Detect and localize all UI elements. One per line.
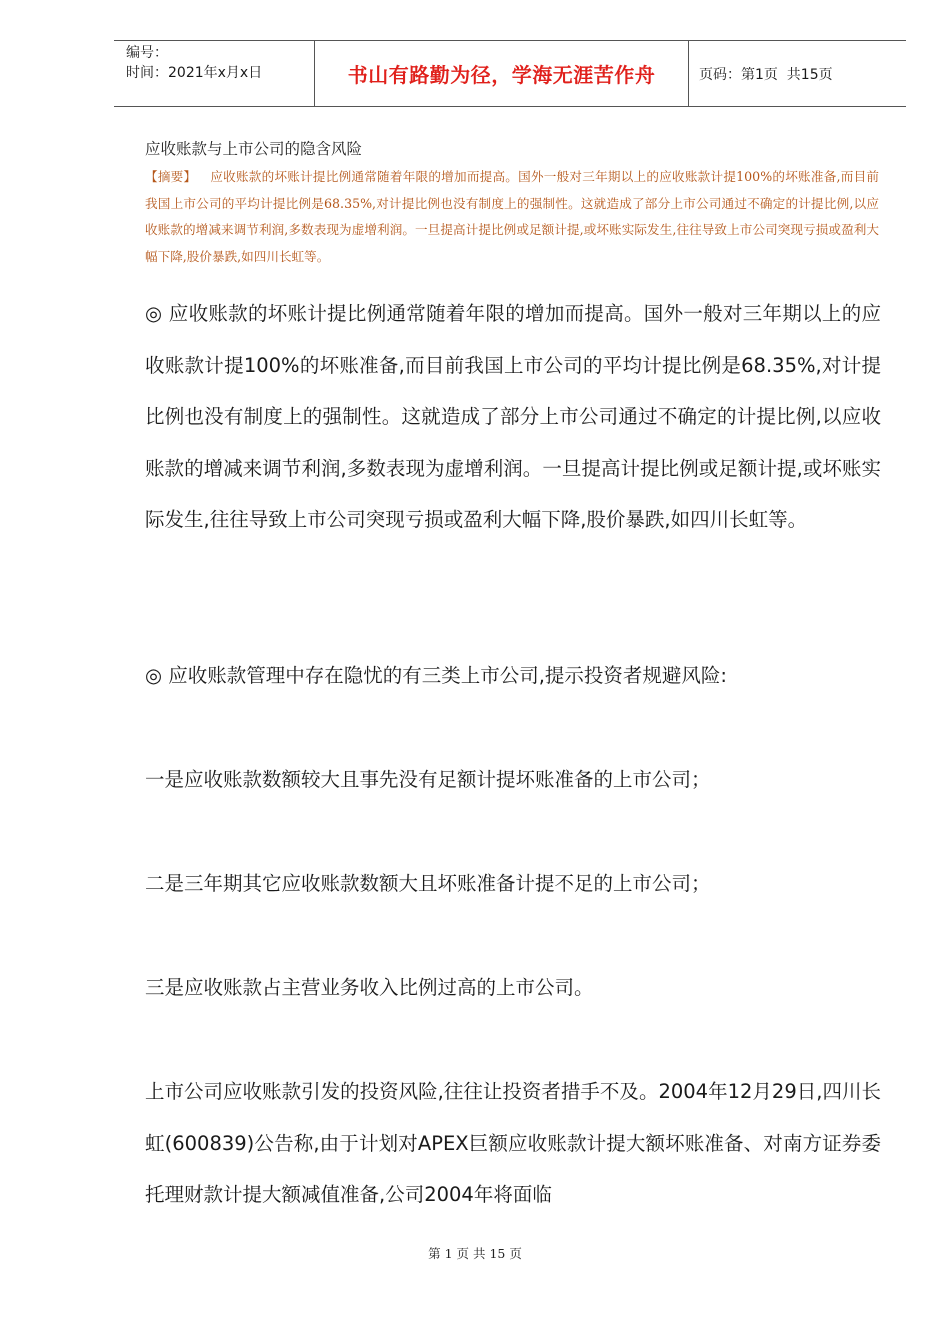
time-label: 时间：2021年x月x日 — [126, 65, 263, 81]
paragraph-three-types: ◎ 应收账款管理中存在隐忧的有三类上市公司,提示投资者规避风险: — [145, 664, 727, 687]
paragraph-type-two: 二是三年期其它应收账款数额大且坏账准备计提不足的上市公司； — [145, 872, 711, 895]
page-footer: 第 1 页 共 15 页 — [428, 1246, 522, 1261]
motto-text: 书山有路勤为径，学海无涯苦作舟 — [347, 63, 656, 87]
document-title: 应收账款与上市公司的隐含风险 — [145, 140, 363, 158]
paragraph-type-one: 一是应收账款数额较大且事先没有足额计提坏账准备的上市公司； — [145, 768, 711, 791]
number-label: 编号： — [126, 45, 168, 61]
header-motto-cell — [315, 41, 689, 106]
abstract — [145, 164, 879, 270]
document-header — [114, 40, 906, 107]
header-meta-cell — [114, 41, 315, 106]
paragraph-changhong-case: 上市公司应收账款引发的投资风险,往往让投资者措手不及。2004年12月29日,四川长虹(600839)公告称,由于计划对APEX巨额应收账款计提大额坏账准备、对南方证券委托理财款计提大额减值准备,公司2004年将面临 — [145, 1080, 881, 1206]
abstract-tag: 【摘要】 — [145, 169, 197, 184]
header-page-cell — [689, 41, 906, 106]
paragraph-type-three: 三是应收账款占主营业务收入比例过高的上市公司。 — [145, 976, 594, 999]
abstract-text: 应收账款的坏账计提比例通常随着年限的增加而提高。国外一般对三年期以上的应收账款计提100%的坏账准备,而目前我国上市公司的平均计提比例是68.35%,对计提比例也没有制度上的强制性。这就造成了部分上市公司通过不确定的计提比例,以应收账款的增减来调节利润,多数表现为虚增利润。一旦提高计提比例或足额计提,或坏账实际发生,往往导致上市公司突现亏损或盈利大幅下降,股价暴跌,如四川长虹等。 — [145, 169, 880, 264]
paragraph-bad-debt-ratio: ◎ 应收账款的坏账计提比例通常随着年限的增加而提高。国外一般对三年期以上的应收账款计提100%的坏账准备,而目前我国上市公司的平均计提比例是68.35%,对计提比例也没有制度上的强制性。这就造成了部分上市公司通过不确定的计提比例,以应收账款的增减来调节利润,多数表现为虚增利润。一旦提高计提比例或足额计提,或坏账实际发生,往往导致上市公司突现亏损或盈利大幅下降,股价暴跌,如四川长虹等。 — [145, 302, 881, 531]
page-info: 页码：第1页 共15页 — [699, 66, 833, 83]
